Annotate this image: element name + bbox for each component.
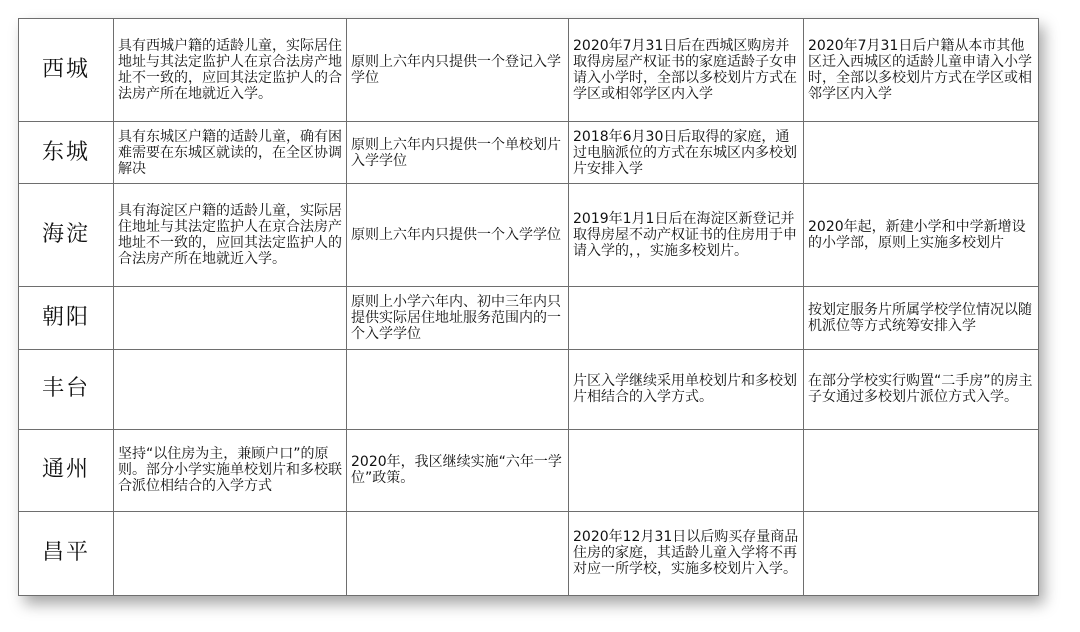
table-cell: 原则上小学六年内、初中三年内只提供实际居住地址服务范围内的一个入学学位	[347, 287, 569, 349]
table-cell: 原则上六年内只提供一个单校划片入学学位	[347, 122, 569, 184]
table-cell	[347, 511, 569, 595]
table-row	[19, 122, 1039, 184]
table-row	[19, 184, 1039, 287]
district-cell: 丰台	[19, 349, 114, 429]
table-row	[19, 19, 1039, 122]
district-cell: 通州	[19, 429, 114, 511]
table-cell: 2020年7月31日后户籍从本市其他区迁入西城区的适龄儿童申请入小学时，全部以多校划片方式在学区或相邻学区内入学	[804, 19, 1039, 122]
table-cell	[114, 349, 347, 429]
table-cell: 2020年12月31日以后购买存量商品住房的家庭，其适龄儿童入学将不再对应一所学校，实施多校划片入学。	[569, 511, 804, 595]
district-cell: 西城	[19, 19, 114, 122]
table-row	[19, 511, 1039, 595]
table-cell: 按划定服务片所属学校学位情况以随机派位等方式统筹安排入学	[804, 287, 1039, 349]
table-cell	[569, 429, 804, 511]
table-cell: 2019年1月1日后在海淀区新登记并取得房屋不动产权证书的住房用于申请入学的，，实施多校划片。	[569, 184, 804, 287]
table-row	[19, 429, 1039, 511]
table-row	[19, 349, 1039, 429]
table-cell: 片区入学继续采用单校划片和多校划片相结合的入学方式。	[569, 349, 804, 429]
table-cell	[114, 287, 347, 349]
table-cell	[804, 122, 1039, 184]
table-cell: 在部分学校实行购置“二手房”的房主子女通过多校划片派位方式入学。	[804, 349, 1039, 429]
table-cell: 具有东城区户籍的适龄儿童，确有困难需要在东城区就读的，在全区协调解决	[114, 122, 347, 184]
table-cell: 具有西城户籍的适龄儿童，实际居住地址与其法定监护人在京合法房产地址不一致的，应回其法定监护人的合法房产所在地就近入学。	[114, 19, 347, 122]
table-cell	[569, 287, 804, 349]
table-cell: 2020年起，新建小学和中学新增设的小学部，原则上实施多校划片	[804, 184, 1039, 287]
table-cell: 具有海淀区户籍的适龄儿童，实际居住地址与其法定监护人在京合法房产地址不一致的，应回其法定监护人的合法房产所在地就近入学。	[114, 184, 347, 287]
table-cell: 2020年7月31日后在西城区购房并取得房屋产权证书的家庭适龄子女申请入小学时，全部以多校划片方式在学区或相邻学区内入学	[569, 19, 804, 122]
table-cell	[347, 349, 569, 429]
table-frame	[18, 18, 1038, 596]
table-cell: 2020年，我区继续实施“六年一学位”政策。	[347, 429, 569, 511]
table-cell	[804, 511, 1039, 595]
district-cell: 东城	[19, 122, 114, 184]
table-cell: 原则上六年内只提供一个登记入学学位	[347, 19, 569, 122]
table-cell	[804, 429, 1039, 511]
district-cell: 海淀	[19, 184, 114, 287]
table-cell: 原则上六年内只提供一个入学学位	[347, 184, 569, 287]
table-cell: 坚持“以住房为主，兼顾户口”的原则。部分小学实施单校划片和多校联合派位相结合的入学方式	[114, 429, 347, 511]
table-row	[19, 287, 1039, 349]
table-cell	[114, 511, 347, 595]
policy-table	[18, 18, 1039, 596]
table-cell: 2018年6月30日后取得的家庭，通过电脑派位的方式在东城区内多校划片安排入学	[569, 122, 804, 184]
district-cell: 昌平	[19, 511, 114, 595]
district-cell: 朝阳	[19, 287, 114, 349]
